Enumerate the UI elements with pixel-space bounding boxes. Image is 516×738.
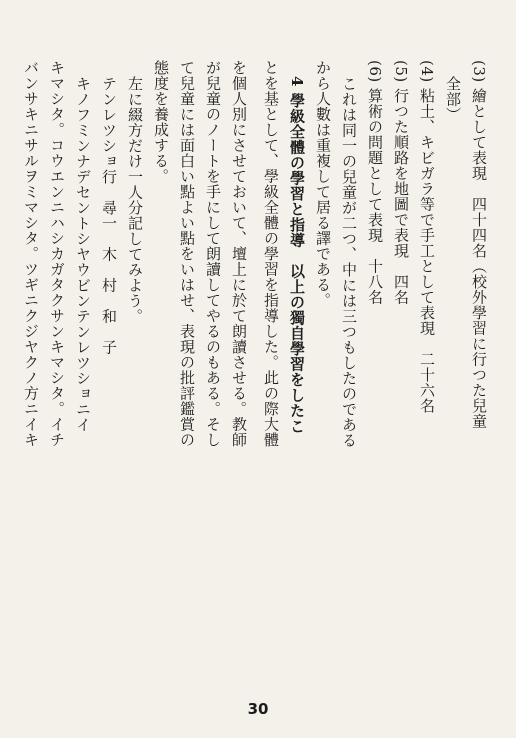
- text-line: (4) 粘土、キビガラ等で手工として表現 二十六名: [418, 60, 436, 414]
- text-line: (5) 行つた順路を地圖で表現 四名: [392, 60, 410, 306]
- text-line: [16, 60, 18, 656]
- text-line: から人數は重複して居る譯である。: [314, 60, 332, 308]
- text-line: バンサキニサルヲミマシタ。ツギニクジヤクノ方ニイキ: [22, 60, 40, 448]
- text-line: 態度を養成する。: [152, 60, 170, 184]
- composition-title: テンレツショ行 尋一 木 村 和 子: [100, 76, 118, 355]
- left-text-column: [16, 60, 252, 656]
- text-line: (3) 繪として表現 四十四名（校外學習に行つた兒童: [470, 60, 488, 430]
- text-line: これは同一の兒童が二つ、中には三つもしたのである: [340, 76, 358, 448]
- text-line: とを基として、學級全體の學習を指導した。此の際大體: [262, 60, 280, 448]
- text-line: キマシタ。コウエンニハシカガタクサンキマシタ。イチ: [48, 60, 66, 448]
- text-line: [256, 60, 258, 656]
- text-line: を個人別にさせておいて、壇上に於て朗讀させる。教師: [230, 60, 248, 448]
- text-line: 全部）: [444, 76, 462, 123]
- text-line: て兒童には面白い點よい點をいはせ、表現の批評鑑賞の: [178, 60, 196, 448]
- section-heading: 4 學級全體の學習と指導 以上の獨自學習をしたこ: [288, 76, 306, 434]
- text-line: が兒童のノートを手にして朗讀してやるのもある。そし: [204, 60, 222, 448]
- right-text-column: [256, 60, 492, 656]
- page-number: 30: [247, 700, 269, 718]
- text-line: 左に綴方だけ一人分記してみよう。: [126, 76, 144, 324]
- text-line: (6) 算術の問題として表現 十八名: [366, 60, 384, 306]
- text-line: キノフミンナデセントシヤウビンテンレツショニイ: [74, 76, 92, 433]
